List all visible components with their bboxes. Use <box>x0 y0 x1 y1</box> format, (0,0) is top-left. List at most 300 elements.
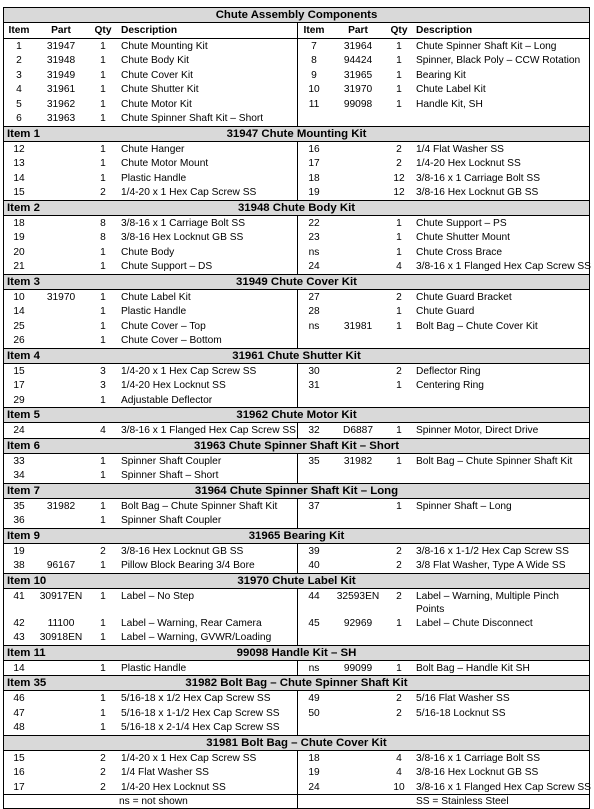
cell-qty: 4 <box>396 752 402 764</box>
section-grid <box>4 661 589 677</box>
cell-item: 16 <box>13 767 25 778</box>
table-row <box>4 333 589 348</box>
cell-desc: 3/8-16 x 1-1/2 Hex Cap Screw SS <box>416 545 569 557</box>
row-half-left <box>4 455 297 470</box>
cell-item: 2 <box>16 55 22 66</box>
cell-desc: Bolt Bag – Handle Kit SH <box>416 662 530 674</box>
cell-item: ns <box>308 320 320 332</box>
cell-qty: 1 <box>100 662 106 674</box>
table-row <box>4 259 589 274</box>
cell-part: 96167 <box>46 560 76 571</box>
cell-qty: 1 <box>100 261 106 272</box>
cell-item: 36 <box>13 515 25 526</box>
sections <box>4 127 589 796</box>
cell-item: 17 <box>13 380 25 391</box>
cell-desc: Chute Guard <box>416 306 475 317</box>
cell-desc: Bolt Bag – Chute Spinner Shaft Kit <box>416 455 573 467</box>
section-title: 31964 Chute Spinner Shaft Kit – Long <box>194 484 399 497</box>
row-half-right <box>297 54 590 69</box>
section-grid <box>4 364 589 409</box>
table-row <box>4 156 589 171</box>
section-header <box>4 349 589 364</box>
section-header <box>4 676 589 691</box>
row-half-left <box>4 143 297 158</box>
cell-desc: Chute Cover – Top <box>121 320 206 332</box>
cell-item: 22 <box>308 217 320 229</box>
row-half-right <box>297 424 590 439</box>
row-half-left <box>4 157 297 172</box>
section-grid <box>4 290 589 349</box>
section-item-ref: Item 4 <box>7 349 40 362</box>
cell-item: 50 <box>308 707 320 719</box>
cell-item: 31 <box>308 380 320 391</box>
table-row <box>4 142 589 157</box>
row-half-right <box>297 172 590 187</box>
row-half-right <box>297 752 590 767</box>
cell-part: 94424 <box>343 55 373 66</box>
header-item: Item <box>303 25 325 36</box>
cell-item: 29 <box>13 394 25 406</box>
cell-qty: 2 <box>100 545 106 557</box>
row-half-left <box>4 260 297 275</box>
cell-item: 16 <box>308 143 320 155</box>
row-half-left <box>4 631 297 646</box>
cell-item: 23 <box>308 232 320 243</box>
cell-desc: 3/8-16 Hex Locknut GB SS <box>416 767 539 778</box>
section-grid <box>4 142 589 201</box>
cell-qty: 4 <box>100 425 106 436</box>
cell-desc: Pillow Block Bearing 3/4 Bore <box>121 560 255 571</box>
row-half-left <box>4 98 297 113</box>
row-half-right <box>297 781 590 796</box>
table-row <box>4 630 589 645</box>
row-half-left <box>4 291 297 306</box>
cell-desc: 3/8-16 x 1 Carriage Bolt SS <box>416 172 541 184</box>
cell-qty: 1 <box>396 662 402 674</box>
table-row <box>4 499 589 514</box>
table-row <box>4 454 589 469</box>
cell-item: 19 <box>308 187 320 198</box>
table-row <box>4 558 589 573</box>
cell-desc: Label – Warning, GVWR/Loading <box>121 632 272 643</box>
row-half-left <box>4 379 297 394</box>
cell-item: 3 <box>16 69 22 81</box>
row-half-right <box>297 260 590 275</box>
row-half-right <box>297 766 590 781</box>
section-item-ref: Item 3 <box>7 275 40 288</box>
cell-desc: 1/4-20 Hex Locknut SS <box>121 380 226 391</box>
cell-part: 30918EN <box>39 632 83 643</box>
cell-desc: Plastic Handle <box>121 306 187 317</box>
cell-desc: Spinner Shaft Coupler <box>121 455 222 467</box>
cell-item: 12 <box>13 143 25 155</box>
cell-qty: 1 <box>100 143 106 155</box>
table-row <box>4 751 589 766</box>
table-row <box>4 364 589 379</box>
cell-item: 15 <box>13 752 25 764</box>
cell-item: 10 <box>13 291 25 303</box>
cell-part: D6887 <box>342 425 374 436</box>
cell-desc: Chute Mounting Kit <box>121 40 208 52</box>
cell-qty: 1 <box>100 55 106 66</box>
section-title: 31961 Chute Shutter Kit <box>232 349 361 362</box>
row-half-right <box>297 305 590 320</box>
cell-desc: 5/16-18 x 1-1/2 Hex Cap Screw SS <box>121 707 280 719</box>
cell-part: 31981 <box>343 320 373 332</box>
cell-desc: Adjustable Deflector <box>121 394 213 406</box>
section-header <box>4 408 589 423</box>
section-grid <box>4 499 589 529</box>
row-half-right <box>297 617 590 632</box>
row-half-left <box>4 752 297 767</box>
cell-qty: 2 <box>396 545 402 557</box>
row-half-left <box>4 365 297 380</box>
cell-qty: 2 <box>396 560 402 571</box>
column-headers <box>4 24 297 39</box>
cell-desc: 3/8-16 Hex Locknut GB SS <box>121 545 244 557</box>
table-row <box>4 185 589 200</box>
table-row <box>4 319 589 334</box>
cell-desc: Chute Guard Bracket <box>416 291 512 303</box>
cell-item: 41 <box>13 590 25 602</box>
cell-desc: Plastic Handle <box>121 662 187 674</box>
section-item-ref: Item 10 <box>7 574 47 587</box>
table-row <box>4 513 589 528</box>
cell-desc: Plastic Handle <box>121 172 187 184</box>
table-row <box>4 691 589 706</box>
section-title: 31982 Bolt Bag – Chute Spinner Shaft Kit <box>185 677 408 689</box>
cell-desc: Chute Cover – Bottom <box>121 335 222 346</box>
cell-desc: Centering Ring <box>416 380 484 391</box>
cell-desc: Spinner Shaft Coupler <box>121 515 222 526</box>
cell-qty: 2 <box>396 590 402 602</box>
cell-desc: Bolt Bag – Chute Cover Kit <box>416 320 538 332</box>
section-title: 31963 Chute Spinner Shaft Kit – Short <box>193 439 400 452</box>
cell-item: 44 <box>308 590 320 602</box>
cell-desc: Chute Support – PS <box>416 217 507 229</box>
cell-qty: 1 <box>100 335 106 346</box>
cell-qty: 2 <box>100 767 106 778</box>
section-grid <box>4 691 589 736</box>
cell-qty: 2 <box>100 187 106 198</box>
table-row <box>4 661 589 676</box>
row-half-left <box>4 172 297 187</box>
cell-part: 31947 <box>46 40 76 52</box>
section-grid <box>4 589 589 646</box>
row-half-right <box>297 83 590 98</box>
cell-qty: 1 <box>396 84 402 95</box>
cell-qty: 1 <box>396 500 402 512</box>
cell-item: 27 <box>308 291 320 303</box>
section-header <box>4 646 589 661</box>
cell-qty: 12 <box>393 172 405 184</box>
cell-qty: 8 <box>100 217 106 229</box>
table-row <box>4 589 589 616</box>
row-half-left <box>4 320 297 335</box>
table-row <box>4 111 589 126</box>
cell-qty: 1 <box>396 306 402 317</box>
cell-desc: Spinner, Black Poly – CCW Rotation <box>416 55 581 66</box>
cell-desc: 3/8-16 x 1 Flanged Hex Cap Screw SS <box>121 425 296 436</box>
row-half-right <box>297 217 590 232</box>
cell-qty: 1 <box>396 98 402 110</box>
cell-qty: 1 <box>100 515 106 526</box>
cell-desc: Handle Kit, SH <box>416 98 483 110</box>
cell-qty: 4 <box>396 261 402 272</box>
cell-desc: Bolt Bag – Chute Spinner Shaft Kit <box>121 500 278 512</box>
cell-qty: 2 <box>396 365 402 377</box>
cell-part: 31948 <box>46 55 76 66</box>
cell-qty: 1 <box>100 394 106 406</box>
cell-item: 5 <box>16 98 22 110</box>
cell-desc: Chute Body Kit <box>121 55 189 66</box>
section-item-ref: Item 35 <box>7 677 47 689</box>
cell-qty: 2 <box>396 707 402 719</box>
cell-item: 10 <box>308 84 320 95</box>
row-half-left <box>4 721 297 736</box>
cell-item: 46 <box>13 693 25 704</box>
row-half-left <box>4 394 297 409</box>
column-divider <box>297 795 298 808</box>
cell-desc: 5/16-18 x 1/2 Hex Cap Screw SS <box>121 693 271 704</box>
cell-item: 37 <box>308 500 320 512</box>
cell-part: 92969 <box>343 617 373 629</box>
cell-item: 20 <box>13 246 25 258</box>
cell-part: 31961 <box>46 84 76 95</box>
table-row <box>4 216 589 231</box>
section-header <box>4 736 589 751</box>
cell-desc: Label – Warning, Multiple Pinch Points <box>416 590 559 615</box>
row-half-left <box>4 217 297 232</box>
table-row <box>4 544 589 559</box>
table-row <box>4 97 589 112</box>
row-half-right <box>297 545 590 560</box>
cell-desc: Label – Chute Disconnect <box>416 617 533 629</box>
cell-qty: 1 <box>396 69 402 81</box>
cell-desc: 3/8-16 Hex Locknut GB SS <box>121 232 244 243</box>
cell-desc: 1/4-20 Hex Locknut SS <box>121 781 226 793</box>
section-title: 31965 Bearing Kit <box>248 529 345 542</box>
cell-qty: 1 <box>396 425 402 436</box>
cell-part: 31964 <box>343 40 373 52</box>
row-half-left <box>4 559 297 574</box>
table-row <box>4 245 589 260</box>
cell-item: 45 <box>308 617 320 629</box>
cell-item: 42 <box>13 617 25 629</box>
row-half-right <box>297 98 590 113</box>
cell-qty: 1 <box>396 232 402 243</box>
row-half-left <box>4 112 297 127</box>
cell-desc: 3/8-16 Hex Locknut GB SS <box>416 187 539 198</box>
header-item: Item <box>8 25 30 36</box>
table-row <box>4 423 589 438</box>
header-desc: Description <box>121 25 178 36</box>
cell-desc: 3/8 Flat Washer, Type A Wide SS <box>416 560 566 571</box>
cell-item: ns <box>308 246 320 258</box>
cell-item: 18 <box>308 752 320 764</box>
cell-item: 18 <box>13 217 25 229</box>
row-half-left <box>4 617 297 632</box>
section-header <box>4 439 589 454</box>
cell-item: 7 <box>311 40 317 52</box>
row-half-left <box>4 500 297 515</box>
header-part: Part <box>51 25 71 36</box>
cell-item: 24 <box>308 261 320 272</box>
cell-desc: Chute Shutter Kit <box>121 84 199 95</box>
cell-item: 35 <box>308 455 320 467</box>
cell-item: 15 <box>13 365 25 377</box>
cell-item: 21 <box>13 261 25 272</box>
cell-qty: 2 <box>396 291 402 303</box>
section-header <box>4 574 589 589</box>
row-half-left <box>4 781 297 796</box>
cell-qty: 3 <box>100 380 106 391</box>
cell-desc: Chute Label Kit <box>416 84 486 95</box>
cell-desc: Chute Cover Kit <box>121 69 193 81</box>
cell-desc: 1/4-20 x 1 Hex Cap Screw SS <box>121 187 257 198</box>
cell-item: 32 <box>308 425 320 436</box>
cell-item: 49 <box>308 693 320 704</box>
section-title: 99098 Handle Kit – SH <box>236 646 357 659</box>
row-half-left <box>4 334 297 349</box>
legend-footer <box>4 795 589 808</box>
row-half-right <box>297 455 590 470</box>
section-header <box>4 127 589 142</box>
table-row <box>4 765 589 780</box>
cell-item: 48 <box>13 722 25 733</box>
cell-desc: Chute Support – DS <box>121 261 213 272</box>
cell-qty: 2 <box>100 781 106 793</box>
cell-part: 11100 <box>47 617 75 629</box>
cell-item: 17 <box>308 158 320 169</box>
cell-desc: 3/8-16 x 1 Flanged Hex Cap Screw SS <box>416 781 591 793</box>
cell-item: 28 <box>308 306 320 317</box>
cell-desc: 1/4-20 x 1 Hex Cap Screw SS <box>121 752 257 764</box>
cell-part: 31963 <box>46 113 76 124</box>
main-grid <box>4 23 589 127</box>
row-half-right <box>297 692 590 707</box>
table-row <box>4 304 589 319</box>
cell-desc: Chute Motor Mount <box>121 158 209 169</box>
cell-qty: 2 <box>396 693 402 704</box>
cell-item: 14 <box>13 172 25 184</box>
cell-item: 39 <box>308 545 320 557</box>
table-title-bar <box>4 8 589 23</box>
row-half-right <box>297 590 590 617</box>
cell-qty: 1 <box>396 246 402 258</box>
cell-qty: 1 <box>396 320 402 332</box>
cell-qty: 8 <box>100 232 106 243</box>
row-half-left <box>4 707 297 722</box>
section-item-ref: Item 6 <box>7 439 40 452</box>
cell-item: 24 <box>13 425 25 436</box>
cell-desc: 1/4-20 x 1 Hex Cap Screw SS <box>121 365 257 377</box>
cell-desc: Spinner Shaft – Long <box>416 500 512 512</box>
cell-qty: 1 <box>396 40 402 52</box>
cell-item: 19 <box>308 767 320 778</box>
cell-qty: 1 <box>100 560 106 571</box>
section-title: 31947 Chute Mounting Kit <box>226 127 367 140</box>
cell-desc: Bearing Kit <box>416 69 466 81</box>
cell-qty: 1 <box>100 113 106 124</box>
cell-desc: Deflector Ring <box>416 365 481 377</box>
cell-qty: 1 <box>100 40 106 52</box>
cell-qty: 1 <box>100 722 106 733</box>
cell-qty: 1 <box>100 84 106 95</box>
header-part: Part <box>348 25 368 36</box>
cell-qty: 1 <box>100 707 106 719</box>
row-half-left <box>4 590 297 617</box>
cell-desc: Spinner Shaft – Short <box>121 470 219 481</box>
header-qty: Qty <box>94 25 112 36</box>
cell-desc: Label – No Step <box>121 590 195 602</box>
row-half-right <box>297 365 590 380</box>
section-title: 31970 Chute Label Kit <box>237 574 356 587</box>
cell-qty: 4 <box>396 767 402 778</box>
cell-item: 4 <box>16 84 22 95</box>
cell-part: 30917EN <box>39 590 83 602</box>
cell-qty: 1 <box>100 98 106 110</box>
cell-item: 6 <box>16 113 22 124</box>
cell-item: 11 <box>308 98 320 110</box>
cell-qty: 1 <box>396 217 402 229</box>
cell-desc: 5/16-18 Locknut SS <box>416 707 506 719</box>
section-item-ref: Item 1 <box>7 127 40 140</box>
cell-qty: 12 <box>393 187 405 198</box>
table-row <box>4 39 589 54</box>
cell-item: 24 <box>308 781 320 793</box>
cell-part: 31982 <box>343 455 373 467</box>
cell-item: 25 <box>13 320 25 332</box>
cell-item: 30 <box>308 365 320 377</box>
table-row <box>4 393 589 408</box>
section-grid <box>4 423 589 439</box>
cell-part: 99098 <box>343 98 373 110</box>
cell-item: 9 <box>311 69 317 81</box>
section-title: 31962 Chute Motor Kit <box>236 409 357 421</box>
cell-item: 14 <box>13 306 25 317</box>
row-half-left <box>4 54 297 69</box>
cell-qty: 2 <box>100 752 106 764</box>
row-half-right <box>297 320 590 335</box>
row-half-left <box>4 83 297 98</box>
cell-desc: 1/4 Flat Washer SS <box>121 767 209 778</box>
cell-item: 47 <box>13 707 25 719</box>
section-item-ref: Item 7 <box>7 484 40 497</box>
table-row <box>4 68 589 83</box>
cell-qty: 1 <box>100 69 106 81</box>
cell-item: 33 <box>13 455 25 467</box>
cell-part: 32593EN <box>336 590 380 602</box>
cell-qty: 1 <box>396 55 402 66</box>
row-half-left <box>4 692 297 707</box>
cell-qty: 1 <box>396 380 402 391</box>
cell-qty: 1 <box>100 470 106 481</box>
section-title: 31981 Bolt Bag – Chute Cover Kit <box>206 736 387 749</box>
row-half-right <box>297 157 590 172</box>
table-row <box>4 171 589 186</box>
cell-qty: 1 <box>100 617 106 629</box>
row-half-right <box>297 500 590 515</box>
section-header <box>4 275 589 290</box>
cell-item: 13 <box>13 158 25 169</box>
cell-item: 8 <box>311 55 317 66</box>
section-item-ref: Item 2 <box>7 201 40 214</box>
cell-desc: 5/16-18 x 2-1/4 Hex Cap Screw SS <box>121 722 280 733</box>
cell-qty: 10 <box>393 781 405 793</box>
section-title: 31949 Chute Cover Kit <box>236 275 357 288</box>
cell-part: 31962 <box>46 98 76 110</box>
